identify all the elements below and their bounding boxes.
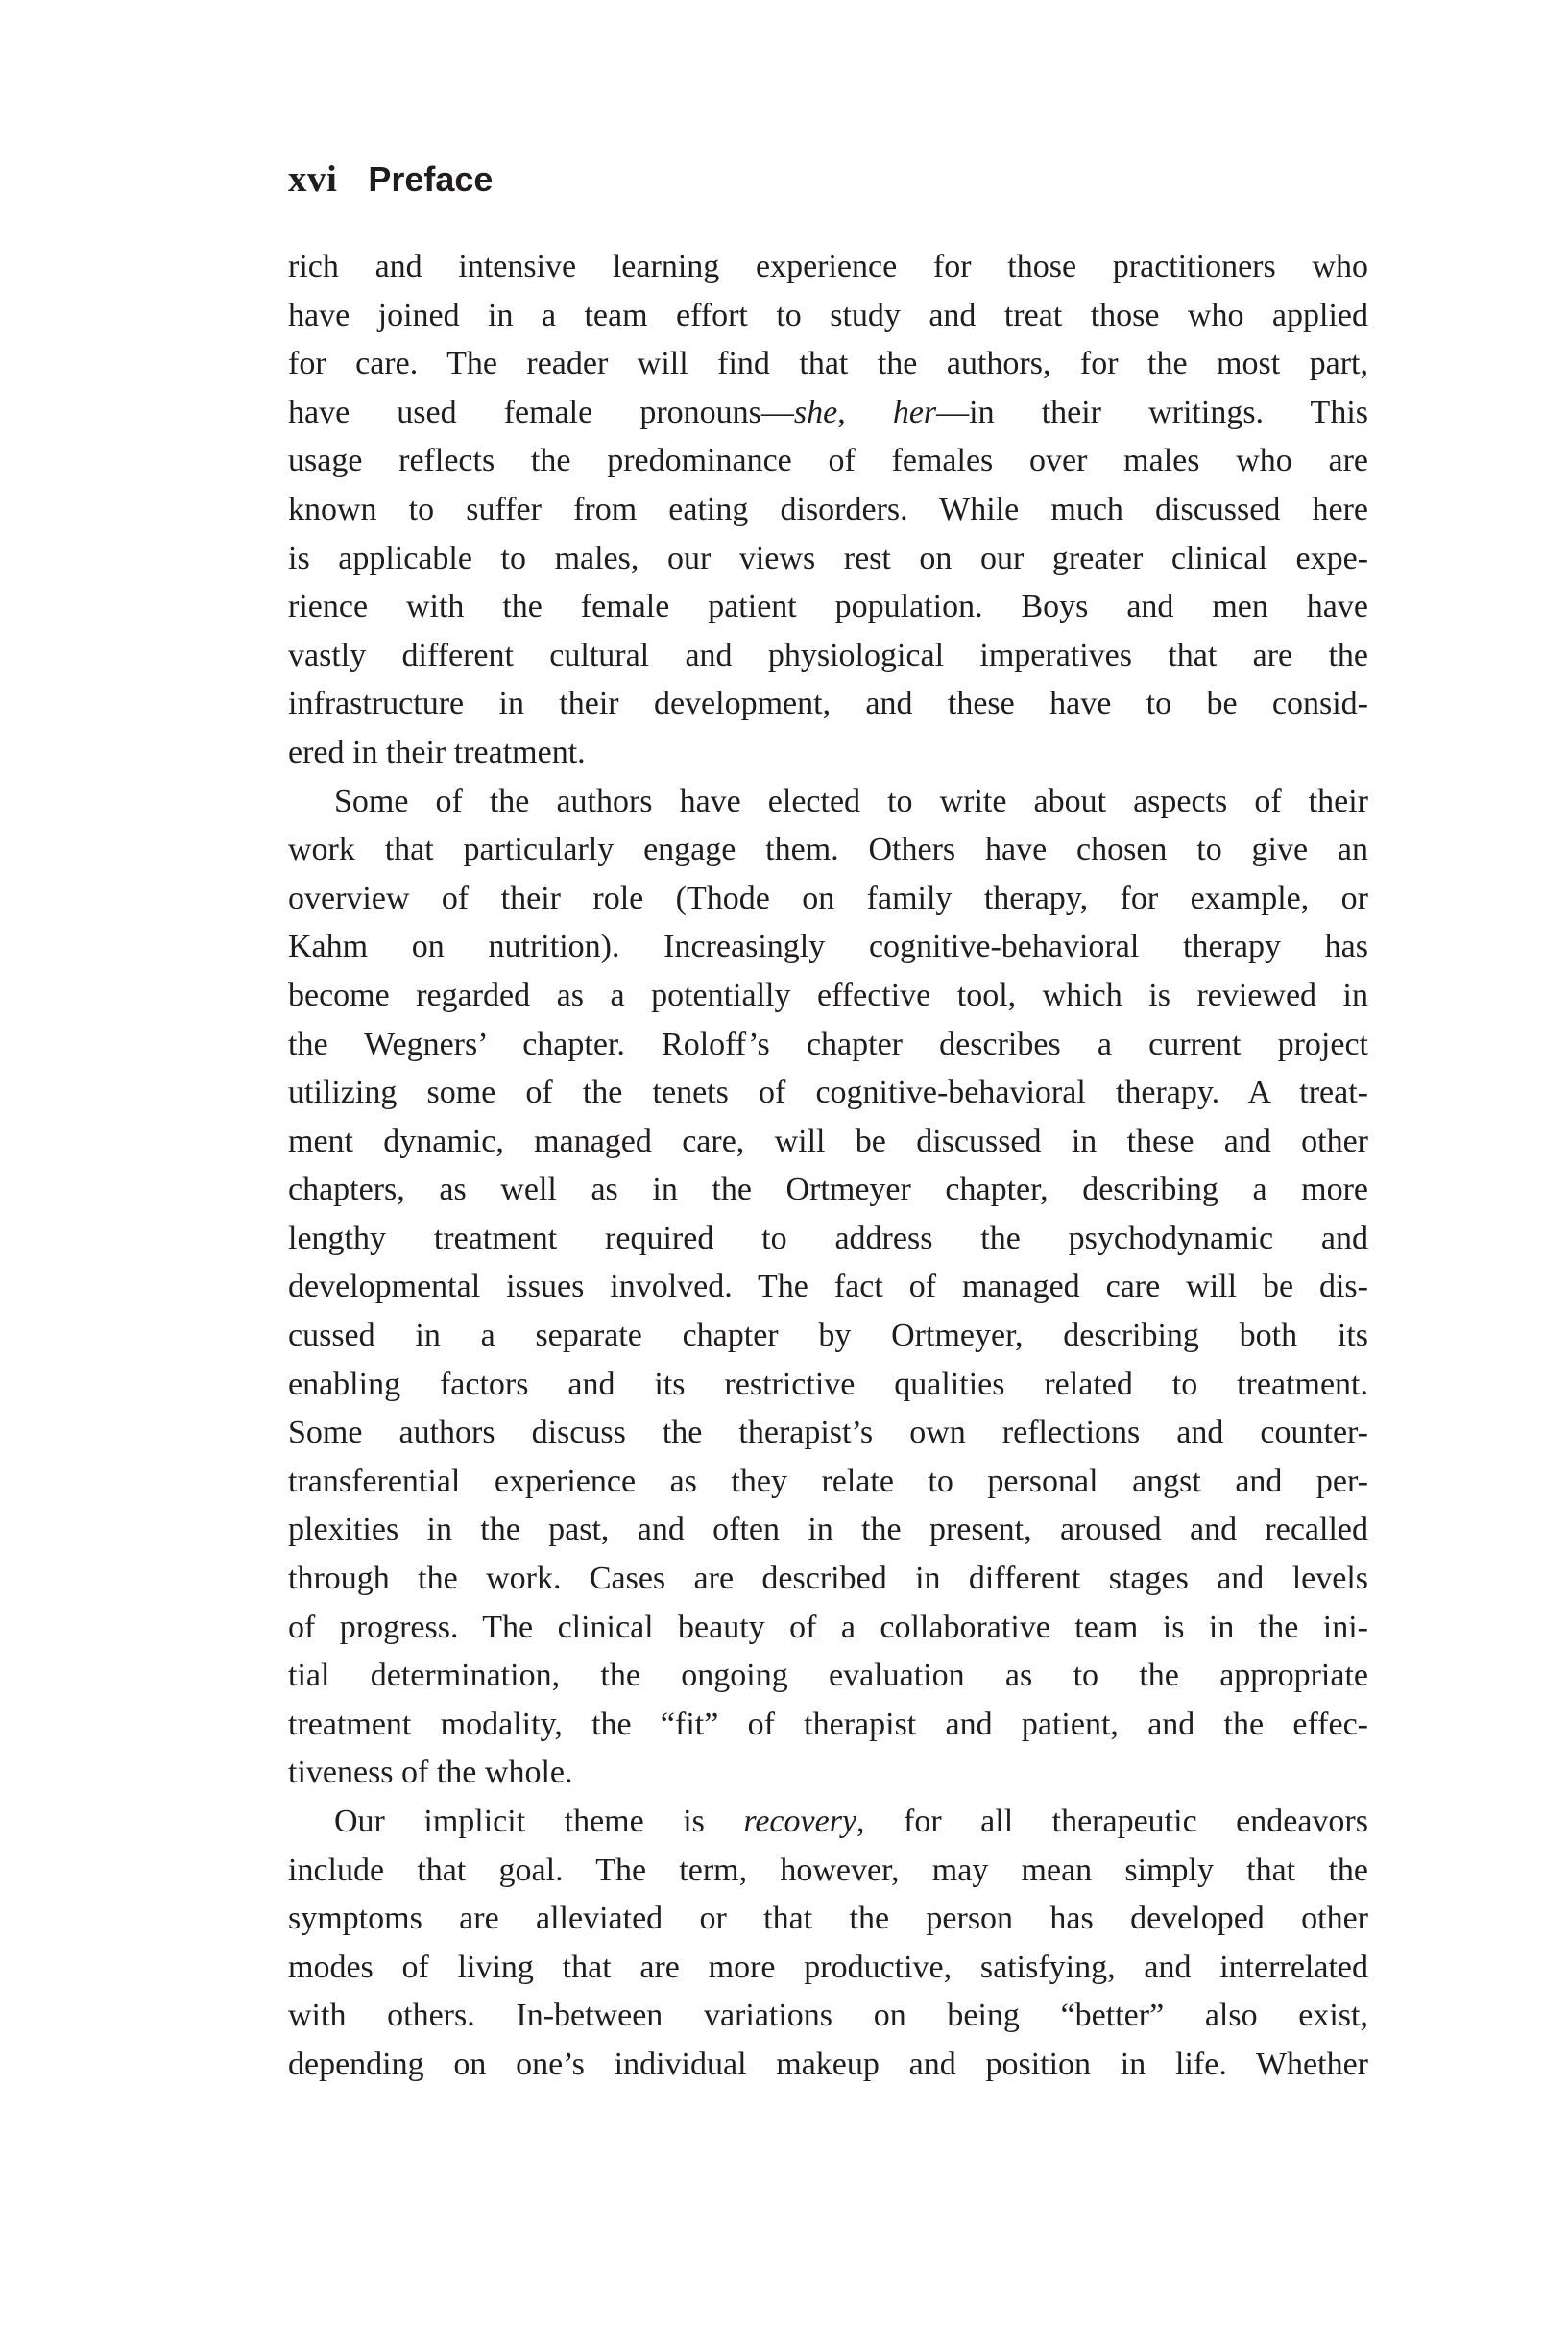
- running-title: Preface: [368, 159, 494, 199]
- text-line: [288, 535, 1368, 584]
- text-run: utilizing some of the tenets of cognitive-behavioral therapy. A treat-: [288, 1075, 1368, 1111]
- text-line: [288, 1944, 1368, 1993]
- text-run: Some of the authors have elected to write about aspects of their: [334, 783, 1368, 819]
- text-run: ,: [837, 394, 893, 430]
- text-line: [288, 1506, 1368, 1555]
- text-run: depending on one’s individual makeup and position in life. Whether: [288, 2046, 1368, 2082]
- text-line: [288, 972, 1368, 1021]
- text-line: [288, 1895, 1368, 1944]
- text-run: known to suffer from eating disorders. While much discussed here: [288, 491, 1368, 527]
- italic-term: recovery: [743, 1804, 857, 1839]
- text-line: [288, 778, 1368, 827]
- text-line: [288, 340, 1368, 389]
- text-run: chapters, as well as in the Ortmeyer chapter, describing a more: [288, 1172, 1368, 1208]
- text-line: [288, 1263, 1368, 1312]
- text-run: rience with the female patient population. Boys and men have: [288, 589, 1368, 625]
- text-line: [288, 1652, 1368, 1701]
- text-line: [288, 875, 1368, 924]
- text-run: with others. In-between variations on being “better” also exist,: [288, 1998, 1368, 2034]
- text-run: ment dynamic, managed care, will be discussed in these and other: [288, 1123, 1368, 1159]
- text-run: Kahm on nutrition). Increasingly cognitive-behavioral therapy has: [288, 929, 1368, 965]
- text-line: [288, 1458, 1368, 1507]
- text-line: [288, 1069, 1368, 1118]
- text-line: [288, 1555, 1368, 1604]
- text-line: [288, 292, 1368, 341]
- text-line: [288, 1118, 1368, 1167]
- italic-term: her: [892, 394, 937, 430]
- page-number: xvi: [288, 158, 338, 200]
- text-line: [288, 1021, 1368, 1070]
- text-line: [288, 923, 1368, 972]
- text-line: [288, 1749, 1368, 1798]
- text-run: enabling factors and its restrictive qualities related to treatment.: [288, 1366, 1368, 1402]
- text-run: have used female pronouns—: [288, 394, 794, 430]
- text-run: is applicable to males, our views rest on our greater clinical expe-: [288, 540, 1368, 576]
- text-run: Some authors discuss the therapist’s own reflections and counter-: [288, 1415, 1368, 1451]
- text-run: usage reflects the predominance of females over males who are: [288, 443, 1368, 479]
- text-line: [288, 632, 1368, 681]
- text-run: lengthy treatment required to address the psychodynamic and: [288, 1220, 1368, 1256]
- text-run: for care. The reader will find that the authors, for the most part,: [288, 346, 1368, 382]
- text-run: have joined in a team effort to study and treat those who applied: [288, 297, 1368, 333]
- text-run: cussed in a separate chapter by Ortmeyer, describing both its: [288, 1318, 1368, 1354]
- text-run: of progress. The clinical beauty of a collaborative team is in the ini-: [288, 1609, 1368, 1645]
- text-line: [288, 2041, 1368, 2090]
- text-line: [288, 1604, 1368, 1653]
- text-line: [288, 1312, 1368, 1361]
- text-line: [288, 583, 1368, 632]
- text-run: overview of their role (Thode on family therapy, for example, or: [288, 880, 1368, 916]
- text-line: [288, 437, 1368, 486]
- page-header: [288, 158, 493, 201]
- text-run: through the work. Cases are described in different stages and levels: [288, 1561, 1368, 1597]
- text-run: become regarded as a potentially effective tool, which is reviewed in: [288, 977, 1368, 1013]
- text-run: vastly different cultural and physiological imperatives that are the: [288, 637, 1368, 673]
- text-run: Our implicit theme is: [334, 1804, 744, 1839]
- text-line: [288, 389, 1368, 438]
- text-run: ered in their treatment.: [288, 734, 586, 770]
- text-run: developmental issues involved. The fact of managed care will be dis-: [288, 1269, 1368, 1305]
- text-line: [288, 1215, 1368, 1264]
- text-run: modes of living that are more productive, satisfying, and interrelated: [288, 1949, 1368, 1985]
- text-run: —in their writings. This: [936, 394, 1368, 430]
- text-line: [288, 1166, 1368, 1215]
- text-line: [288, 1361, 1368, 1410]
- text-line: [288, 486, 1368, 535]
- text-run: work that particularly engage them. Others have chosen to give an: [288, 832, 1368, 868]
- text-run: tiveness of the whole.: [288, 1755, 573, 1791]
- page-body: [288, 243, 1368, 2090]
- text-run: include that goal. The term, however, may mean simply that the: [288, 1852, 1368, 1888]
- text-run: the Wegners’ chapter. Roloff’s chapter describes a current project: [288, 1026, 1368, 1062]
- text-line: [288, 1701, 1368, 1750]
- text-line: [288, 1409, 1368, 1458]
- text-line: [288, 243, 1368, 292]
- text-run: symptoms are alleviated or that the person has developed other: [288, 1901, 1368, 1937]
- text-line: [288, 1798, 1368, 1847]
- text-run: , for all therapeutic endeavors: [856, 1804, 1368, 1839]
- text-run: infrastructure in their development, and these have to be consid-: [288, 686, 1368, 722]
- text-run: treatment modality, the “fit” of therapist and patient, and the effec-: [288, 1706, 1368, 1742]
- italic-term: she: [793, 394, 838, 430]
- text-run: rich and intensive learning experience for those practitioners who: [288, 249, 1368, 284]
- text-run: plexities in the past, and often in the present, aroused and recalled: [288, 1512, 1368, 1548]
- text-line: [288, 680, 1368, 729]
- text-run: tial determination, the ongoing evaluation as to the appropriate: [288, 1658, 1368, 1694]
- text-line: [288, 1992, 1368, 2041]
- text-line: [288, 1847, 1368, 1896]
- text-run: transferential experience as they relate to personal angst and per-: [288, 1463, 1368, 1499]
- text-line: [288, 826, 1368, 875]
- text-line: [288, 729, 1368, 778]
